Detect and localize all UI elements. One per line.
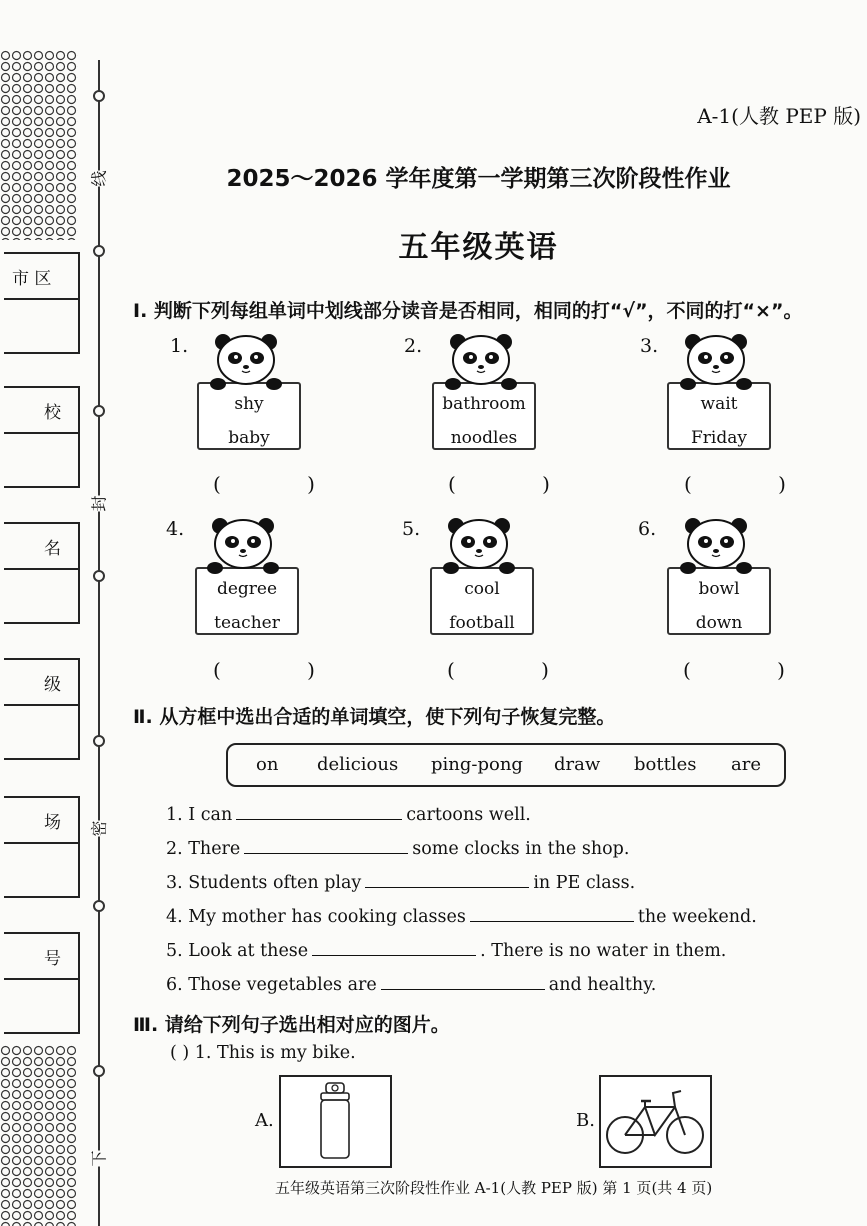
answer-blank[interactable] <box>381 975 545 990</box>
decorative-circle-pattern-top <box>0 50 80 240</box>
word-2: noodles <box>450 428 518 448</box>
section-3-heading: Ⅲ. 请给下列句子选出相对应的图片。 <box>133 1014 450 1036</box>
word-bank-item: draw <box>554 754 601 775</box>
fill-in-sentence: 2. There some clocks in the shop. <box>166 839 630 859</box>
fill-in-sentence: 5. Look at these . There is no water in them. <box>166 941 727 961</box>
word-bank-item: are <box>731 754 761 775</box>
answer-blank[interactable] <box>312 941 476 956</box>
field-label-room: 场 <box>44 813 61 833</box>
seal-dot <box>93 570 105 582</box>
option-label-b: B. <box>576 1110 595 1131</box>
answer-parentheses[interactable]: ( ) <box>213 472 355 496</box>
field-label-class: 级 <box>44 675 61 695</box>
panda-icon <box>676 516 756 580</box>
info-box-number[interactable] <box>4 932 80 1034</box>
word-1: cool <box>464 579 500 599</box>
word-2: football <box>449 613 515 633</box>
answer-blank[interactable] <box>365 873 529 888</box>
word-1: shy <box>234 394 264 414</box>
seal-dot <box>93 90 105 102</box>
answer-blank[interactable] <box>470 907 634 922</box>
answer-blank[interactable] <box>244 839 408 854</box>
fill-in-sentence: 3. Students often play in PE class. <box>166 873 636 893</box>
seal-dot <box>93 900 105 912</box>
item-number: 2. <box>404 335 423 357</box>
word-1: bathroom <box>442 394 526 414</box>
item-number: 1. <box>170 335 189 357</box>
word-1: bowl <box>698 579 740 599</box>
answer-parentheses[interactable]: ( ) <box>684 472 826 496</box>
panda-icon <box>206 332 286 396</box>
panda-icon <box>439 516 519 580</box>
answer-parentheses[interactable]: ( ) <box>213 658 355 682</box>
item-number: 3. <box>640 335 659 357</box>
section-2-heading: Ⅱ. 从方框中选出合适的单词填空，使下列句子恢复完整。 <box>133 706 616 728</box>
info-box-class[interactable] <box>4 658 80 760</box>
word-1: wait <box>700 394 738 414</box>
decorative-circle-pattern-bottom <box>0 1045 80 1226</box>
item-number: 4. <box>166 518 185 540</box>
page-footer: 五年级英语第三次阶段性作业 A-1(人教 PEP 版) 第 1 页(共 4 页) <box>275 1179 713 1197</box>
word-2: Friday <box>691 428 747 448</box>
question-1[interactable]: ( ) 1. This is my bike. <box>170 1043 356 1063</box>
option-b-picture[interactable] <box>599 1075 712 1168</box>
word-2: teacher <box>214 613 280 633</box>
field-label-school: 校 <box>44 403 61 423</box>
seal-dot <box>93 405 105 417</box>
field-label-city: 市 区 <box>12 269 52 289</box>
edition-label: A-1(人教 PEP 版) <box>697 104 861 128</box>
seal-char-seal: 封 <box>85 495 112 511</box>
word-bank-item: delicious <box>317 754 399 775</box>
field-label-number: 号 <box>44 949 61 969</box>
word-bank-item: bottles <box>634 754 697 775</box>
seal-char-down: 下 <box>85 1150 112 1166</box>
panda-icon <box>203 516 283 580</box>
item-number: 5. <box>402 518 421 540</box>
option-a-picture[interactable] <box>279 1075 392 1168</box>
word-2: baby <box>228 428 270 448</box>
panda-icon <box>441 332 521 396</box>
page-subtitle: 五年级英语 <box>398 230 559 265</box>
seal-char-secret: 密 <box>85 820 112 836</box>
option-label-a: A. <box>255 1110 274 1131</box>
word-2: down <box>695 613 743 633</box>
bicycle-icon <box>601 1077 710 1166</box>
water-bottle-icon <box>281 1077 390 1166</box>
info-box-city[interactable] <box>4 252 80 354</box>
info-box-school[interactable] <box>4 386 80 488</box>
word-1: degree <box>216 579 278 599</box>
info-box-name[interactable] <box>4 522 80 624</box>
fill-in-sentence: 6. Those vegetables are and healthy. <box>166 975 657 995</box>
answer-parentheses[interactable]: ( ) <box>448 472 590 496</box>
seal-char-line: 线 <box>85 170 112 186</box>
page-title: 2025～2026 学年度第一学期第三次阶段性作业 <box>226 166 731 192</box>
fill-in-sentence: 4. My mother has cooking classes the weekend. <box>166 907 757 927</box>
word-bank-item: on <box>256 754 279 775</box>
fill-in-sentence: 1. I can cartoons well. <box>166 805 531 825</box>
section-1-heading: Ⅰ. 判断下列每组单词中划线部分读音是否相同，相同的打“√”，不同的打“×”。 <box>133 300 803 322</box>
answer-parentheses[interactable]: ( ) <box>447 658 589 682</box>
word-bank <box>226 743 786 787</box>
seal-dot <box>93 1065 105 1077</box>
panda-icon <box>676 332 756 396</box>
answer-blank[interactable] <box>236 805 402 820</box>
seal-dot <box>93 735 105 747</box>
word-bank-item: ping-pong <box>431 754 523 775</box>
answer-parentheses[interactable]: ( ) <box>683 658 825 682</box>
info-box-room[interactable] <box>4 796 80 898</box>
item-number: 6. <box>638 518 657 540</box>
field-label-name: 名 <box>44 539 61 559</box>
